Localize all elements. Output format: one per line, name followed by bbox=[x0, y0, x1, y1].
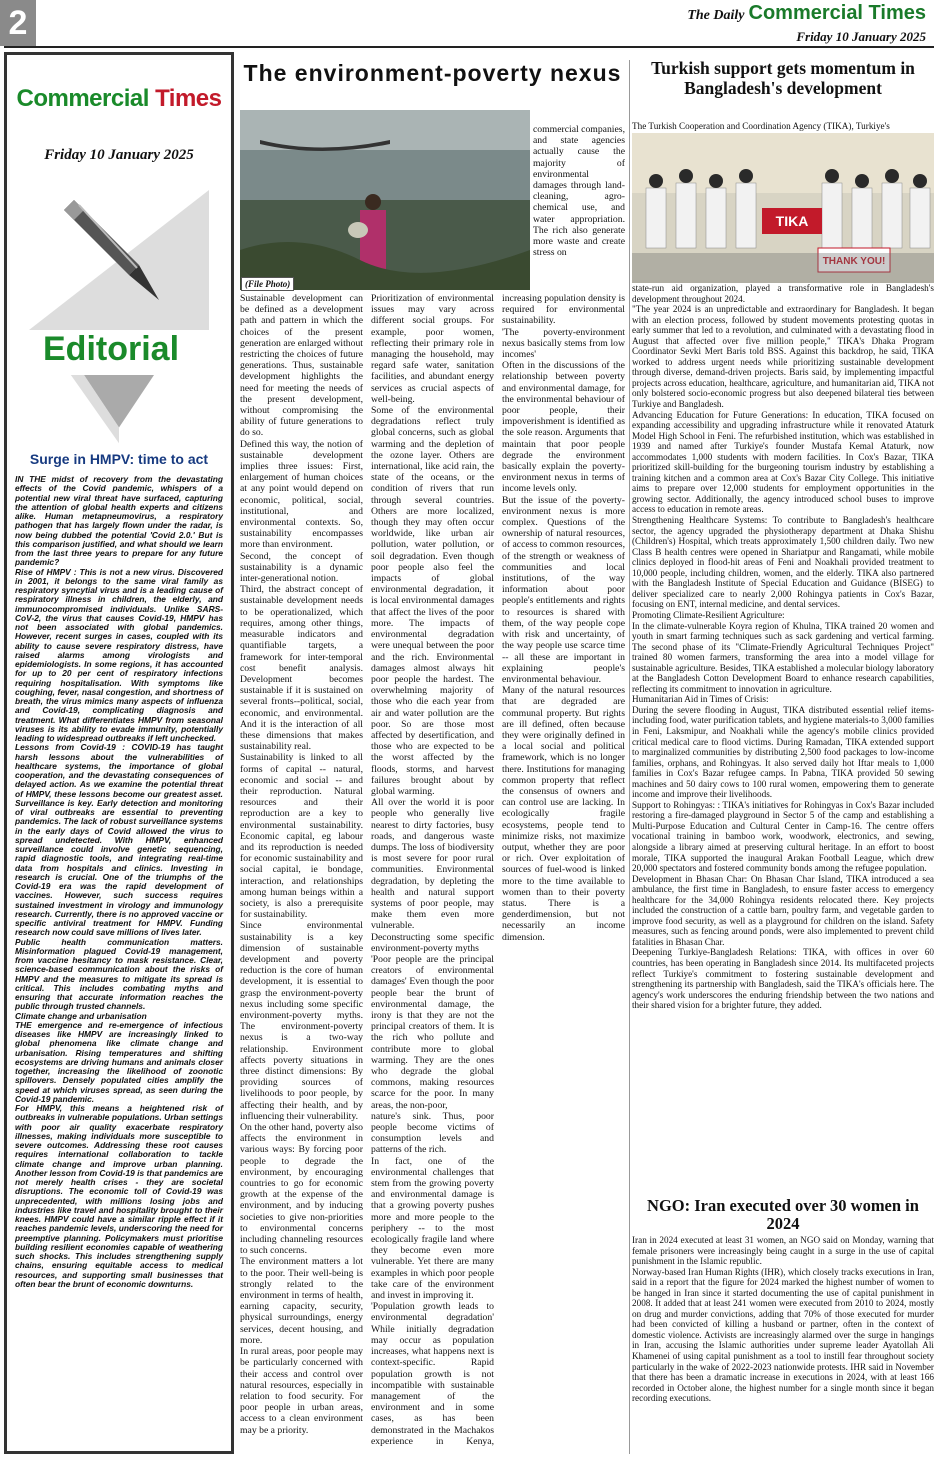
editorial-paragraph: IN THE midst of recovery from the devastating effects of the Covid pandemic, whispers of a potential new viral threat have surfaced, capturing the attention of global health experts and citizens alike. Human metapneumovirus, a respiratory pathogen that has largely flown under the radar, is now being dubbed the potential 'Covid 2.0.' But is this comparison justified, and what should we learn from the last three years to prepare for any future pandemic? bbox=[15, 474, 223, 568]
sidebar-logo bbox=[15, 85, 223, 113]
editorial-subhead: Climate change and urbanisation bbox=[15, 1010, 147, 1021]
article2-headline: Turkish support gets momentum in Bangladesh's development bbox=[651, 58, 915, 98]
article1-top-text bbox=[533, 124, 625, 258]
section-title: Editorial bbox=[43, 330, 180, 368]
page-number: 2 bbox=[0, 0, 36, 46]
editorial-sidebar bbox=[4, 52, 234, 1454]
article1-paragraph: Second, the concept of sustainability is a dynamic inter-generational notion. bbox=[240, 550, 363, 585]
article2-paragraph: Development in Bhasan Char: On Bhasan Char Island, TIKA introduced a sea ambulance, the first time in Bangladesh, to ensure faster access to emergency healthcare for the 34,000 Rohingya residents relocated there. Key projects included the construction of a cattle barn, poultry farm, and vegetable garden to improve food security, as well as a playground for children on the island. Safety measures, such as fencing around ponds, were also implemented to prevent child fatalities in Bhasan Char. bbox=[632, 873, 934, 947]
article2-lead: The Turkish Cooperation and Coordination Agency (TIKA), Turkiye's bbox=[632, 121, 890, 131]
down-arrow-icon bbox=[59, 375, 179, 445]
pen-nib-icon bbox=[19, 180, 219, 340]
article1-paragraph: 'The poverty-environment nexus basically stems from low incomes' bbox=[502, 326, 625, 361]
photo-caption: (File Photo) bbox=[241, 277, 294, 291]
article1-photo bbox=[240, 110, 530, 290]
article2-paragraph: In the climate-vulnerable Koyra region of Khulna, TIKA trained 20 women and youth in smart farming techniques such as sack gardening and vertical farming. The second phase of its "Climate-Friendly Agricultural Techniques Project" trained 80 women farmers, transforming the area into a model village for sustainable agriculture. Besides, TIKA established a molecular biology laboratory at the Bangladesh Cotton Development Board to enhance research capabilities, reflecting its commitment to innovation in agriculture. bbox=[632, 620, 934, 694]
photo-sign-tika: TIKA bbox=[775, 213, 809, 229]
photo-sign-thank-you: THANK YOU! bbox=[822, 256, 886, 267]
article1-paragraph: On the other hand, poverty also affects the environment in various ways: By forcing poor people to degrade the environment, by encouraging countries to go for economic growth at the expense of the environment, and by inducing societies to give non-priorities to environmental concerns including channeling resources to such concerns. bbox=[240, 1122, 363, 1257]
sidebar-date: Friday 10 January 2025 bbox=[44, 147, 194, 163]
editorial-body bbox=[15, 475, 223, 1289]
article2-paragraph: "The year 2024 is an unpredictable and extraordinary for Bangladesh. It began with an election process, followed by student movements protesting quotas in early summer that led to a revolution, and culminated with a devastating flood in August that affected over five million people," TIKA's Dhaka Program Coordinator Sevki Mert Baris told BSS. Against this backdrop, he said, TIKA worked to address urgent needs while prioritizing sustainable development through diverse, demand-driven projects. Baris said, by implementing impactful projects across education, healthcare, agriculture, and humanitarian aid, TIKA not only bolstered socio-economic progress but also deepened bilateral ties between Turkiye and Bangladesh. bbox=[632, 304, 934, 410]
article2-paragraph: Deepening Turkiye-Bangladesh Relations: TIKA, with offices in over 60 countries, has been operating in Bangladesh since 2014. Its multifaceted projects reflect Turkiye's commitment to fostering sustainable development and strengthening its partnership with Bangladesh, said the TIKA's officials here. The agency's work underscores the enduring friendship between the two nations and their shared vision for a brighter future, they added. bbox=[632, 947, 934, 1011]
article1-body bbox=[240, 293, 625, 1453]
article3-body bbox=[632, 1235, 934, 1404]
editorial-headline: Surge in HMPV: time to act bbox=[29, 451, 209, 467]
article1-headline: The environment-poverty nexus bbox=[243, 60, 622, 86]
article1-paragraph: 'Poor people are the principal creators of environmental damages' Even though the poor people bear the brunt of environmental damage, the irony is that they are not the principal creators of them. It is the rich who pollute and contribute more to global warming. They are the ones who degrade the global commons, making resources scarce for the poor. In many areas, the non-poor, bbox=[371, 953, 494, 1111]
paper-name-prefix: The Daily bbox=[687, 8, 745, 23]
article1-paragraph: Third, the abstract concept of sustainable development needs to be operationalized, which requires, among other things, measurable indicators and quantifiable targets, a framework for inter-temporal cost benefit analysis. Development becomes sustainable if it is sustained on several fronts--political, social, economic, and environmental. And it is the interaction of all these dimensions that makes sustainability real. bbox=[240, 584, 363, 753]
article1-paragraph: In fact, one of the environmental challenges that stem from the growing poverty and environmental damage is that a growing poverty pushes more and more people to the periphery -- to the most ecologically fragile land where they become even more vulnerable. Yet there are many examples in which poor people take care of the environment and invest in improving it. bbox=[371, 1155, 494, 1302]
logo-times: Times bbox=[155, 85, 222, 112]
editorial-paragraph: Public health communication matters. Misinformation plagued Covid-19 management, from vaccine hesitancy to mask resistance. Clear, science-based communication about the risks of HMPV and the measures to mitigate its spread is critical. This includes combating myths and ensuring that accurate information reaches the public through trusted channels. bbox=[15, 936, 223, 1012]
article1-paragraph: In rural areas, poor people may be particularly concerned with their access and control over natural resources, especially in relation to food security. For poor people in urban areas, access to a clean environment may be a priority. bbox=[240, 1346, 363, 1436]
article2-paragraph: Advancing Education for Future Generations: In education, TIKA focused on expanding accessibility and upgrading infrastructure while it renovated Ataturk Model High School in Feni. The refurbished institution, which was established in 1939 and named after Turkiye's founder Mustafa Kemal Ataturk, now accommodates 1,000 students with modern facilities. In Cox's Bazar, TIKA prioritized skill-building for the burgeoning tourism industry by establishing a training kitchen and a common area at Cox's Bazar City College. This initiative aims to prepare over 12,000 students for employment opportunities in the growing sector. Additionally, the agency introduced school buses to improve access to education in remote areas. bbox=[632, 409, 934, 515]
paper-name: Commercial Times bbox=[748, 2, 926, 24]
article1-paragraph: Since environmental sustainability is a key dimension of sustainable development and poverty reduction is the core of human development, it is essential to grasp the environment-poverty nexus including some specific environment-poverty myths. The environment-poverty nexus is a two-way relationship. Environment affects poverty situations in three distinct dimensions: By providing sources of livelihoods to poor people, by affecting their health, and by influencing their vulnerability. bbox=[240, 920, 363, 1122]
article2-paragraph: Support to Rohingyas: : TIKA's initiatives for Rohingyas in Cox's Bazar included restoring a fire-damaged playground in Sector 5 of the camp and establishing a Multi-Purpose Education and Cultural Center in Camp-16. The centre offers vocational training in bamboo work, woodwork, electronics, and sewing, alongside a library aimed at preserving cultural heritage. In an effort to boost morale, TIKA supported the inaugural Arakan Football League, which drew 20,000 spectators and fostered community bonds among the refugee population. bbox=[632, 799, 934, 874]
article2-paragraph: state-run aid organization, played a transformative role in Bangladesh's development throughout 2024. bbox=[632, 283, 934, 304]
article1-paragraph: Sustainability is linked to all forms of capital -- natural, economic and social -- and their reproduction. Natural resources and their reproduction are a key to environmental sustainability. Economic capital, eg labour and its reproduction is needed for economic sustainability and social capital, ie bondage, interaction, and relationships among human beings within a society, is also a prerequisite for sustainability. bbox=[240, 752, 363, 921]
masthead-date: Friday 10 January 2025 bbox=[796, 29, 926, 44]
article2-paragraph: Strengthening Healthcare Systems: To contribute to Bangladesh's healthcare sector, the agency upgraded the physiotherapy department at Dhaka Shishu (Children's) Hospital, which treats approximately 1,500 children daily. Two new Class B health centres were opened in Shariatpur and Rangamati, while mobile clinics deployed in flood-hit areas of Feni and Noakhali provided treatment to 10,000 people, including children, women, and the elderly. TIKA also partnered with the Bangladesh Institute of Special Education and Guidance (BISEG) to deliver specialized care to nearly 2,000 Rohingya patients in Cox's Bazar, focusing on ENT, internal medicine, and dental services. bbox=[632, 515, 934, 610]
header-rule bbox=[4, 46, 934, 48]
article1-paragraph: 'Population growth leads to environmental degradation' While initially degradation may occur as population increases, what happens next is context-specific. Rapid population growth is not incompatible with sustainable management of the environment and in some cases, as has been demonstrated in the Machakos experience in Kenya, increasing population density is required for environmental sustainability. bbox=[371, 293, 625, 1447]
article3-paragraph: Norway-based Iran Human Rights (IHR), which closely tracks executions in Iran, said in a report that the figure for 2024 marked the highest number of women to be hanged in Iran since it started documenting the use of capital punishment in 2008. It added that at least 241 women were executed from 2010 to 2024, mostly on drug and murder convictions, adding that 70% of those executed for murder had been convicted of killing a husband or partner, often in the context of domestic violence. Activists are increasingly alarmed over the surge in hangings in Iran, accusing the Islamic authorities under supreme leader Ayatollah Ali Khamenei of using capital punishment as a tool to instill fear throughout society particularly in the wake of 2022-2023 nationwide protests. IHR said in November that there has been a dramatic increase in executions in 2024, with at least 166 recorded in October alone, the highest number for a single month since it began recording executions. bbox=[632, 1266, 934, 1404]
article1-paragraph: nature's sink. Thus, poor people become victims of consumption levels and patterns of the rich. bbox=[371, 1110, 494, 1156]
article1-paragraph: Some of the environmental degradations reflect truly global concerns, such as global warming and the depletion of the ozone layer. Others are international, like acid rain, the state of the oceans, or the condition of rivers that run through several countries. Others are more localized, though they may often occur worldwide, like urban air pollution, water pollution, or soil degradation. Even though poor people also feel the impacts of global environmental degradation, it is local environmental damages that affect the lives of the poor more. The impacts of environmental degradation were unequal between the poor and the rich. Environmental damages almost always hit poor people the hardest. The overwhelming majority of those who die each year from air and water pollution are the poor. So are those most affected by desertification, and those who are expected to be the worst affected by the floods, storms, and harvest failures brought about by global warming. bbox=[371, 405, 494, 797]
column-rule bbox=[629, 60, 630, 1454]
article1-paragraph: But the issue of the poverty-environment nexus is more complex. Questions of the ownership of natural resources, of access to common resources, of the strength or weakness of communities and local institutions, of the way information about poor people's entitlements and rights to resources is shared with them, of the way people cope with risk and uncertainty, of the way people use scarce time -- all these are important in explaining people's environmental behaviour. bbox=[502, 494, 625, 685]
article3-headline: NGO: Iran executed over 30 women in 2024 bbox=[647, 1196, 919, 1233]
masthead bbox=[687, 2, 926, 45]
editorial-paragraph: For HMPV, this means a heightened risk of outbreaks in vulnerable populations. Urban settings with poor air quality exacerbate respiratory illnesses, making individuals more susceptible to severe outcomes. Addressing these root causes requires international collaboration to tackle climate change and improve urban planning. Another lesson from Covid-19 is that pandemics are not merely health crises - they are societal disruptions. The economic toll of Covid-19 was unprecedented, with millions losing jobs and industries like travel and hospitality brought to their knees. HMPV could have a similar ripple effect if it reaches pandemic levels, underscoring the need for preemptive planning. Policymakers must prioritise building resilient economies capable of weathering such shocks. This includes strengthening supply chains, ensuring equitable access to medical resources, and supporting small businesses that often bear the brunt of economic downturns. bbox=[15, 1103, 223, 1289]
article1-paragraph: All over the world it is poor people who generally live nearest to dirty factories, busy roads, and dangerous waste dumps. The loss of biodiversity is most severe for poor rural communities. Environmental degradation, by depleting the health and natural support systems of poor people, may make them even more vulnerable. bbox=[371, 797, 494, 932]
article1-paragraph: The environment matters a lot to the poor. Their well-being is strongly related to the environment in terms of health, earning capacity, security, physical surroundings, energy services, decent housing, and more. bbox=[240, 1256, 363, 1346]
article2-subhead: Promoting Climate-Resilient Agriculture: bbox=[632, 609, 785, 620]
article1-paragraph: Deconstructing some specific environment-poverty myths bbox=[371, 931, 494, 954]
article2-photo bbox=[632, 133, 934, 283]
article2-subhead: Humanitarian Aid in Times of Crisis: bbox=[632, 694, 769, 705]
article1-paragraph: Sustainable development can be defined as a development path and pattern in which the choices of the present generation are enlarged without restricting the choices of future generations. Thus, sustainable development highlights the need for meeting the needs of the present development, without compromising the ability of future generations to do so. bbox=[240, 293, 363, 439]
logo-commercial: Commercial bbox=[16, 85, 149, 112]
editorial-paragraph: THE emergence and re-emergence of infectious diseases like HMPV are increasingly linked to global phenomena like climate change and urbanisation. Rising temperatures and shifting ecosystems are driving humans and animals closer together, increasing the likelihood of zoonotic spillovers. Densely populated cities amplify the speed at which viruses spread, as seen during the Covid-19 pandemic. bbox=[15, 1019, 223, 1104]
article1-paragraph: Many of the natural resources that are degraded are communal property. But rights are ill defined, often because they were originally defined in a local social and political framework, which is no longer there. Institutions for managing common property that reflect the consensus of owners and can control use are lacking. In ecologically fragile ecosystems, people tend to minimize risks, not maximize output, whether they are poor or rich. Over exploitation of sources of fuel-wood is linked more to the time available to women than to their poverty status. There is a genderdimension, but not necessarily an income dimension. bbox=[502, 685, 625, 943]
article2-body bbox=[632, 283, 934, 1011]
article2-paragraph: During the severe flooding in August, TIKA distributed essential relief items- including food, water purification tablets, and hygiene materials-to 3,000 families in Feni, Laksmipur, and Noakhali while the agency's mobile clinics provided critical medical care to flood victims. During Ramadan, TIKA extended support to marginalized communities by distributing 2,500 food packages to low-income families, orphans, and Rohingyas. It also served daily hot Iftar meals to 1,000 families in Cox's Bazar refugee camps. In Pabna, TIKA provided 50 sewing machines and 50 dairy cows to 100 rural women, empowering them to generate income and improve their livelihoods. bbox=[632, 704, 934, 800]
article3-paragraph: Iran in 2024 executed at least 31 women, an NGO said on Monday, warning that female prisoners were increasingly being caught in a surge in the use of capital punishment in the Islamic republic. bbox=[632, 1235, 934, 1267]
editorial-paragraph: Lessons from Covid-19 : COVID-19 has taught harsh lessons about the vulnerabilities of healthcare systems, the importance of global cooperation, and the devastating consequences of delayed action. As we examine the potential threat of HMPV, these lessons become our greatest asset. Surveillance is key. Early detection and monitoring of viral outbreaks are essential to preventing pandemics. The lack of robust surveillance systems in the early days of Covid allowed the virus to spread undetected. With HMPV, enhanced surveillance could involve genetic sequencing, rapid diagnostic tools, and integrating real-time data from hospitals and clinics. Investing in research is crucial. One of the triumphs of the Covid-19 era was the rapid development of vaccines. However, such success requires sustained investment in virology and immunology research. Currently, there is no approved vaccine or specific antiviral treatment for HMPV. Funding research now could save millions of lives later. bbox=[15, 742, 223, 938]
article1-paragraph: Defined this way, the notion of sustainable development implies three issues: First, enlargement of human choices at any point would depend on economic, political, social, institutional, and environmental contexts. So, sustainability encompasses more than environment. bbox=[240, 438, 363, 551]
article1-paragraph: commercial companies, and state agencies actually cause the majority of environmental damages through land-cleaning, agro-chemical use, and water appropriation. The rich also generate more waste and create stress on bbox=[533, 124, 625, 259]
article1-paragraph: Often in the discussions of the relationship between poverty and environmental damage, for the environmental behaviour of poor people, their impoverishment is identified as the sole reason. Arguments that maintain that poor people degrade the environment basically explain the poverty-environment nexus in terms of income levels only. bbox=[502, 360, 625, 495]
article1-paragraph: Prioritization of environmental issues may vary across different social groups. For example, poor women, reflecting their primary role in managing the household, may regard safe water, sanitation facilities, and abundant energy services as crucial aspects of well-being. bbox=[371, 293, 494, 405]
editorial-paragraph: Rise of HMPV : This is not a new virus. Discovered in 2001, it belongs to the same viral family as respiratory syncytial virus and is a leading cause of respiratory illness in children, the elderly, and immunocompromised individuals. Unlike SARS-CoV-2, the virus that causes Covid-19, HMPV has not been associated with global pandemics. However, recent surges in cases, coupled with its ability to cause severe respiratory distress, have raised alarms among virologists and epidemiologists. In some regions, it has accounted for up to 20 per cent of respiratory infections requiring hospitalisation. With symptoms like coughing, fever, nasal congestion, and shortness of breath, the virus mimics many aspects of influenza and Covid-19, complicating diagnosis and treatment. What differentiates HMPV from seasonal viruses is its ability to evade immunity, potentially leading to widespread outbreaks if left unchecked. bbox=[15, 566, 223, 743]
